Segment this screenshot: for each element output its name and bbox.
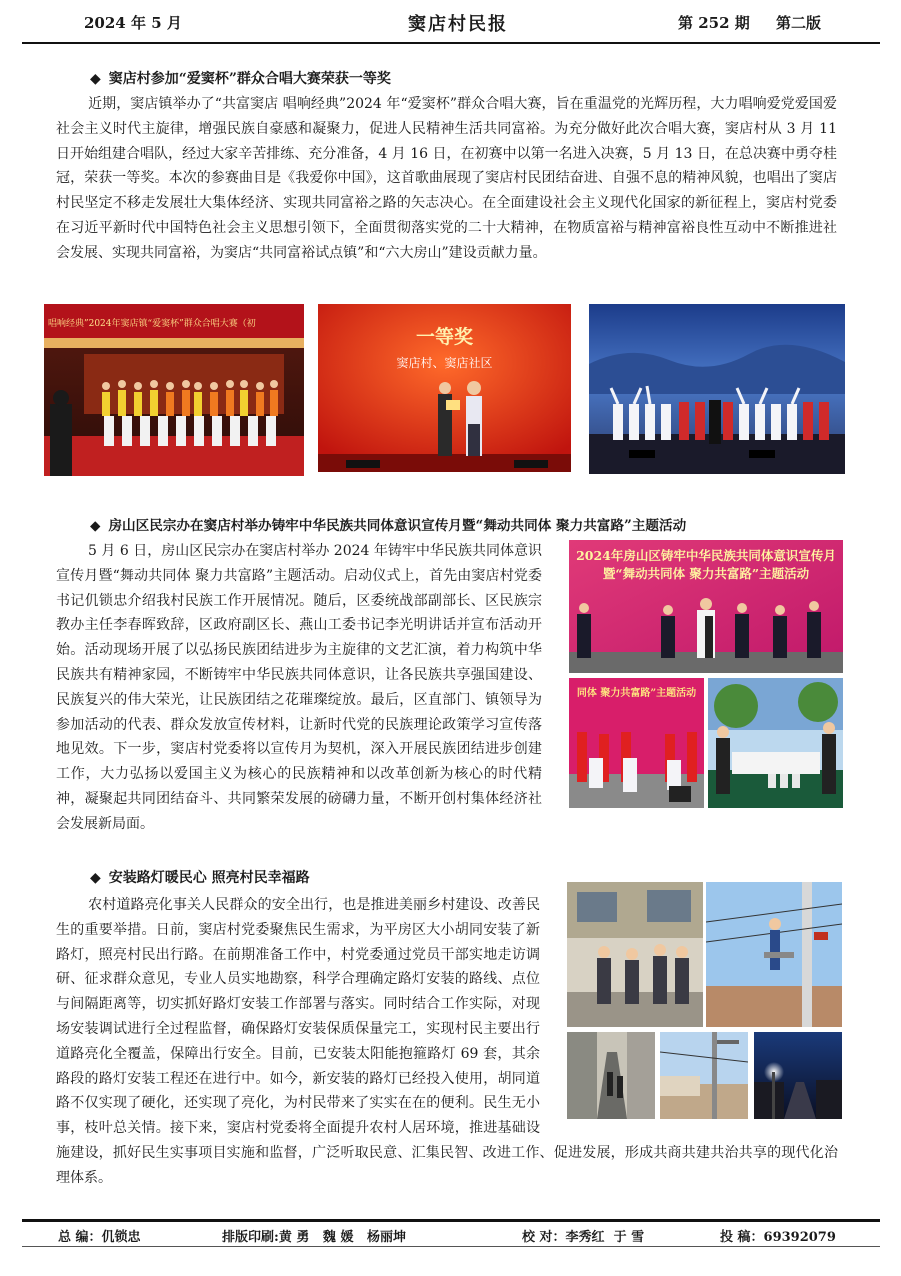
footer-contact-label: 投 稿： — [720, 1230, 764, 1245]
issue-date: 2024 年 5 月 — [84, 14, 182, 32]
footer-editor-label: 总 编： — [58, 1230, 102, 1245]
diamond-bullet-icon: ◆ — [90, 71, 101, 87]
diamond-bullet-icon: ◆ — [90, 870, 101, 886]
section2-body: 5 月 6 日，房山区民宗办在窦店村举办 2024 年铸牢中华民族共同体意识宣传月暨“舞动共同体 聚力共富路”主题活动。启动仪式上，首先由窦店村党委书记仉锁忠介绍我村民族工作开展情况。随后，区委统战部副部长、区民族宗教办主任李春晖致辞，区政府副区长、燕山工委书记李光明讲话并宣布活动开始。活动现场开展了以弘扬民族团结进步为主旋律的文艺汇演，着力构筑中华民族共有精神家园，不断铸牢中华民族共同体意识，让各民族共享强国建设、民族复兴的伟大荣光，让民族团结之花璀璨绽放。最后，区直部门、镇领导为参加活动的代表、群众发放宣传材料，让新时代党的民族理论政策学习宣传落地见效。下一步，窦店村党委将以宣传月为契机，深入开展民族团结进步创建工作，大力弘扬以爱国主义为核心的民族精神和以改革创新为核心的时代精神，凝聚起共同团结奋斗、共同繁荣发展的磅礴力量，不断开创村集体经济社会发展新局面。 — [56, 543, 542, 832]
footer-proofreader — [522, 1226, 644, 1245]
award-ceremony-photo — [318, 304, 571, 472]
lamp-installation-photo — [706, 882, 842, 1027]
dance-performance-photo — [569, 678, 704, 808]
footer-layout-label: 排版印刷: — [222, 1230, 279, 1245]
choir-banner-text: 唱响经典”2024年窦店镇“爱窦杯”群众合唱大赛（初 — [48, 319, 256, 329]
site-survey-photo — [567, 882, 703, 1027]
unity-ceremony-photo — [569, 540, 843, 673]
section1-title — [90, 68, 391, 88]
header-rule — [22, 42, 880, 44]
footer-proof-label: 校 对： — [522, 1230, 566, 1245]
award-winner-text: 窦店村、窦店社区 — [396, 356, 493, 370]
footer-layout-names: 黄 勇 魏 媛 杨丽坤 — [278, 1230, 407, 1245]
issue-number: 第 252 期 — [678, 14, 750, 32]
section3-title-text: 安装路灯暖民心 照亮村民幸福路 — [108, 870, 310, 886]
unity-banner-line2: 暨“舞动共同体 聚力共富路”主题活动 — [602, 566, 810, 581]
diamond-bullet-icon: ◆ — [90, 518, 101, 534]
section1-title-text: 窦店村参加“爱窦杯”群众合唱大赛荣获一等奖 — [108, 71, 391, 87]
footer-proof-names: 李秀红 于 雪 — [565, 1230, 645, 1245]
section1-article — [56, 92, 837, 266]
footer-editor — [58, 1226, 141, 1245]
footer-editor-name: 仉锁忠 — [101, 1230, 141, 1245]
masthead-title: 窦店村民报 — [408, 14, 508, 35]
footer-rule-bottom — [22, 1246, 880, 1247]
section2-title-text: 房山区民宗办在窦店村举办铸牢中华民族共同体意识宣传月暨“舞动共同体 聚力共富路”主题活动 — [108, 518, 687, 534]
section1-body: 近期，窦店镇举办了“共富窦店 唱响经典”2024 年“爱窦杯”群众合唱大赛，旨在重温党的光辉历程，大力唱响爱党爱国爱社会主义时代主旋律，增强民族自豪感和凝聚力，促进人民精神生活共同富裕。为充分做好此次合唱大赛，窦店村从 3 月 11 日开始组建合唱队，经过大家辛苦排练、充分准备，4 月 16 日，在初赛中以第一名进入决赛，5 月 13 日，在总决赛中勇夺桂冠，荣获一等奖。本次的参赛曲目是《我爱你中国》，这首歌曲展现了窦店村民团结奋进、自强不息的精神风貌，也唱出了窦店村民坚定不移走发展壮大集体经济、实现共同富裕之路的矢志决心。在全面建设社会主义现代化国家的新征程上，窦店村党委在习近平新时代中国特色社会主义思想引领下，全面贯彻落实党的二十大精神，在物质富裕与精神富裕良性互动中不断推进社会发展、实现共同富裕，为窦店“共同富裕试点镇”和“六大房山”建设贡献力量。 — [56, 96, 837, 261]
stage-finale-photo — [589, 304, 845, 474]
footer-contact-number: 69392079 — [763, 1230, 836, 1245]
dance-banner-text: 同体 聚力共富路”主题活动 — [576, 688, 697, 699]
alley-lamp-day-photo — [567, 1032, 655, 1119]
footer-contact — [720, 1226, 836, 1245]
choir-performance-photo — [44, 304, 304, 476]
section3-body: 农村道路亮化事关人民群众的安全出行，也是推进美丽乡村建设、改善民生的重要举措。日前，窦店村党委聚焦民生需求，为平房区大小胡同安装了新路灯，照亮村民出行路。在前期准备工作中，村党委通过党员干部实地走访调研、征求群众意见，专业人员实地勘察，科学合理确定路灯安装的路线、点位与间隔距离等，切实抓好路灯安装工作部署与落实。同时结合工作实际，对现场安装调试进行全过程监督，确保路灯安装保质保量完工，实现村民主要出行道路亮化全覆盖，保障出行安全。目前，已安装太阳能抱箍路灯 69 套，其余路段的路灯安装工程还在进行中。如今，新安装的路灯已经投入使用，胡同道路不仅实现了硬化，还实现了亮化，为村民带来了实实在在的便利。民生无小事，枝叶总关情。接下来，窦店村党委将全面提升农村人居环境，推进基础设施建设，抓好民生实事项目实施和监督，广泛听取民意、汇集民智、改进工作、促进发展，形成共商共建共治共享的现代化治理体系。 — [56, 897, 838, 1186]
alley-lamp-night-photo — [754, 1032, 842, 1119]
footer-layout — [222, 1226, 406, 1245]
award-title-text: 一等奖 — [415, 326, 473, 348]
street-lamp-pole-photo — [660, 1032, 748, 1119]
material-distribution-photo — [708, 678, 843, 808]
section2-title — [90, 514, 686, 534]
edition-label: 第二版 — [776, 14, 822, 32]
section3-title — [90, 867, 310, 887]
unity-banner-line1: 2024年房山区铸牢中华民族共同体意识宣传月 — [576, 548, 836, 563]
footer-rule-top — [22, 1219, 880, 1222]
